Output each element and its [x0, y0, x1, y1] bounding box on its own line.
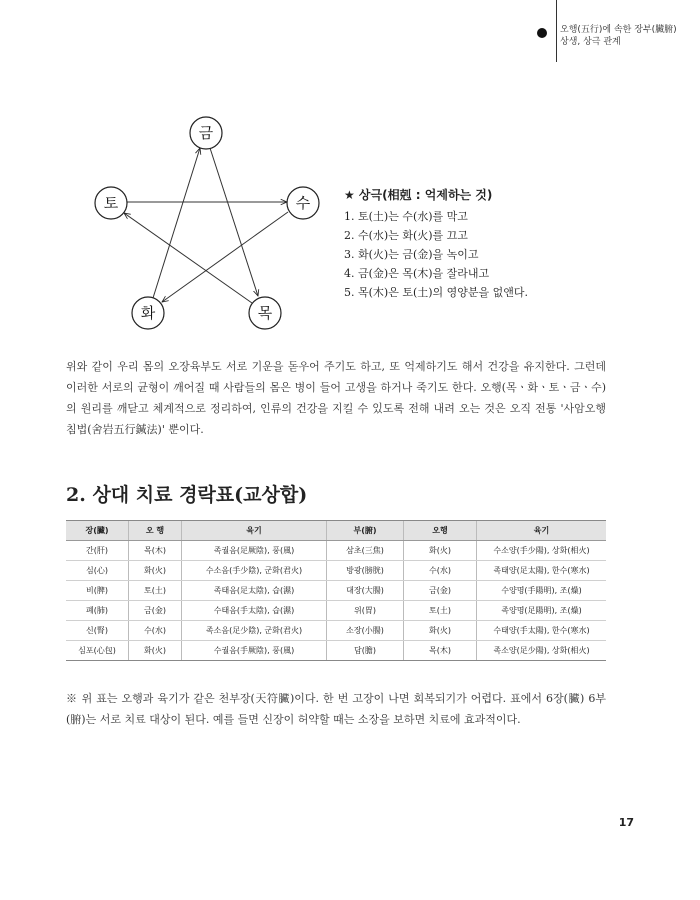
table-cell: 족양명(足陽明), 조(燥)	[477, 601, 607, 621]
table-cell: 수소음(手少陰), 군화(君火)	[182, 561, 327, 581]
sanggeuk-item: 3. 화(火)는 금(金)을 녹이고	[344, 248, 479, 261]
node-fire-label: 화	[140, 304, 156, 322]
table-cell: 심(心)	[66, 561, 129, 581]
table-cell: 수양명(手陽明), 조(燥)	[477, 581, 607, 601]
col-header-viscera: 부(腑)	[327, 521, 404, 541]
table-cell: 목(木)	[404, 641, 477, 661]
table-cell: 족태음(足太陰), 습(濕)	[182, 581, 327, 601]
sanggeuk-item: 2. 수(水)는 화(火)를 끄고	[344, 229, 468, 242]
table-cell: 수(水)	[404, 561, 477, 581]
col-header-element: 오 행	[129, 521, 182, 541]
sanggeuk-item: 4. 금(金)은 목(木)을 잘라내고	[344, 267, 490, 280]
node-earth-label: 토	[103, 194, 119, 212]
sanggeuk-item: 5. 목(木)은 토(土)의 영양분을 없앤다.	[344, 286, 529, 299]
node-water	[287, 187, 319, 219]
table-cell: 족태양(足太陽), 한수(寒水)	[477, 561, 607, 581]
table-cell: 폐(肺)	[66, 601, 129, 621]
table-cell: 족궐음(足厥陰), 풍(風)	[182, 541, 327, 561]
table-row	[66, 561, 606, 581]
table-cell: 화(火)	[129, 641, 182, 661]
col-header-element2: 오행	[404, 521, 477, 541]
table-cell: 목(木)	[129, 541, 182, 561]
table-cell: 족소음(足少陰), 군화(君火)	[182, 621, 327, 641]
table-cell: 간(肝)	[66, 541, 129, 561]
table-row	[66, 641, 606, 661]
arrow-wood-to-earth	[124, 213, 252, 303]
table-cell: 방광(膀胱)	[327, 561, 404, 581]
table-row	[66, 581, 606, 601]
table-cell: 비(脾)	[66, 581, 129, 601]
sanggeuk-list	[344, 186, 528, 302]
table-cell: 금(金)	[404, 581, 477, 601]
col-header-organ: 장(臟)	[66, 521, 129, 541]
table-cell: 수궐음(手厥陰), 풍(風)	[182, 641, 327, 661]
table-cell: 위(胃)	[327, 601, 404, 621]
section-title: 2. 상대 치료 경락표(교상합)	[66, 484, 308, 506]
col-header-qi2: 육기	[477, 521, 607, 541]
node-earth	[95, 187, 127, 219]
table-cell: 토(土)	[404, 601, 477, 621]
table-cell: 토(土)	[129, 581, 182, 601]
running-header-line2: 상생, 상극 관계	[560, 37, 621, 47]
arrow-fire-to-metal	[153, 148, 200, 298]
note-paragraph: ※ 위 표는 오행과 육기가 같은 천부장(天符臟)이다. 한 번 고장이 나면 회복되기가 어렵다. 표에서 6장(臟) 6부(腑)는 서로 치료 대상이 된다. 예를 들면 신장이 허약할 때는 소장을 보하면 치료에 효과적이다.	[66, 692, 606, 726]
table-header-row	[66, 521, 606, 541]
table-cell: 수태음(手太陰), 습(濕)	[182, 601, 327, 621]
table-cell: 심포(心包)	[66, 641, 129, 661]
node-metal-label: 금	[198, 124, 214, 142]
sanggeuk-title: ★ 상극(相剋 : 억제하는 것)	[344, 188, 493, 202]
table-cell: 수태양(手太陽), 한수(寒水)	[477, 621, 607, 641]
col-header-qi: 육기	[182, 521, 327, 541]
meridian-table	[66, 520, 606, 661]
table-cell: 화(火)	[404, 621, 477, 641]
table-cell: 족소양(足少陽), 상화(相火)	[477, 641, 607, 661]
table-row	[66, 601, 606, 621]
arrow-metal-to-wood	[210, 148, 258, 296]
table-cell: 담(膽)	[327, 641, 404, 661]
node-fire	[132, 297, 164, 329]
sanggeuk-item: 1. 토(土)는 수(水)를 막고	[344, 210, 468, 223]
table-cell: 화(火)	[129, 561, 182, 581]
table-cell: 수(水)	[129, 621, 182, 641]
node-wood-label: 목	[257, 304, 273, 322]
node-water-label: 수	[295, 194, 311, 212]
table-row	[66, 621, 606, 641]
table-cell: 화(火)	[404, 541, 477, 561]
table-cell: 대장(大腸)	[327, 581, 404, 601]
running-header-line1: 오행(五行)에 속한 장부(臟腑)	[560, 25, 677, 35]
table-cell: 삼초(三焦)	[327, 541, 404, 561]
page-number: 17	[618, 816, 634, 829]
table-cell: 수소양(手少陽), 상화(相火)	[477, 541, 607, 561]
body-paragraph: 위와 같이 우리 몸의 오장육부도 서로 기운을 돋우어 주기도 하고, 또 억제하기도 해서 건강을 유지한다. 그런데 이러한 서로의 균형이 깨어질 때 사람들의 몸은 병이 들어 고생을 하거나 죽기도 한다. 오행(목ㆍ화ㆍ토ㆍ금ㆍ수)의 원리를 깨닫고 체계적으로 정리하여, 인류의 건강을 지킬 수 있도록 전해 내려 오는 것은 오직 전통 '사암오행침법(舍岩五行鍼法)' 뿐이다.	[66, 360, 606, 436]
node-metal	[190, 117, 222, 149]
table-cell: 신(腎)	[66, 621, 129, 641]
table-cell: 금(金)	[129, 601, 182, 621]
arrow-water-to-fire	[162, 212, 288, 302]
table-cell: 소장(小腸)	[327, 621, 404, 641]
table-row	[66, 541, 606, 561]
node-wood	[249, 297, 281, 329]
